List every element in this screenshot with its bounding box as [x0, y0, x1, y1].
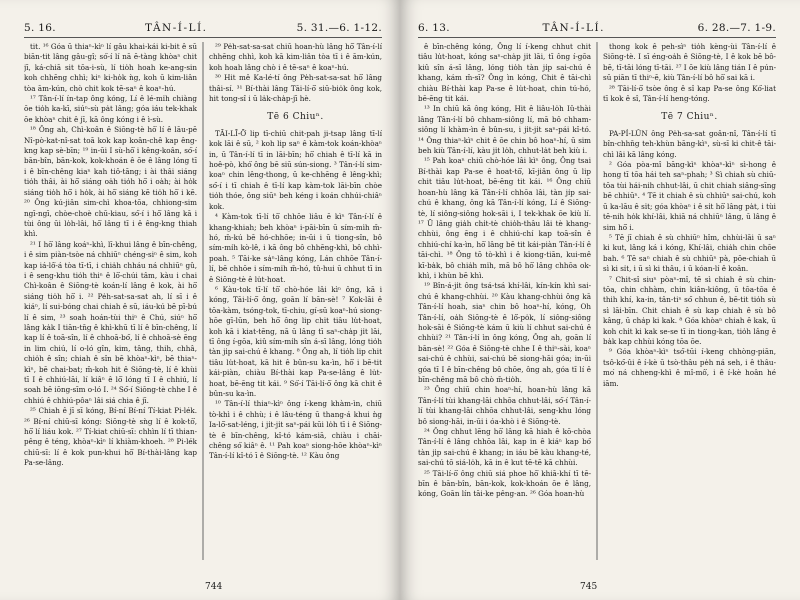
- paragraph: ⁶ Kàu-tok tī-lí tō͘ chò-hóe lâi kìⁿ ông, kā i kóng, Tāi-lí-ō͘ ông, goān lí bān-sè! ⁷ Kok-lāi ê tōa-kàm, tsóng-tok, tī-chiu, gí-sū koaⁿ-hú siong-hōe gī-lūn, beh hō͘ ông lip chi̍t tiâu lu̍t-hoat, koh kā i kiat-tēng, nā ū lâng tī saⁿ-cha̍p ji̍t lāi, tī ông í-gōa, kiû sím-mi̍h sîn á-sī lâng, lóng tio̍h tàn ji̍p sai-chú ê khang. ⁸ Ông ah, lí tio̍h lip chit tiâu lu̍t-hoat, kā hit ê bûn-su ka-ìn, hō͘ i bē-tit kái-piàn, chiàu Bí-thài kap Pa-se-lâng ê lu̍t-hoat, bē-ēng tit kái. ⁹ Só͘-í Tāi-lí-ō͘ ông kā chit ê bûn-su ka-ìn.: [209, 284, 382, 398]
- column-left: [418, 42, 591, 572]
- paragraph: ¹⁸ Ông ah, Chì-koân ê Siōng-tè hō͘ lí ê lāu-pē Nî-pò-kat-nî-sat toā kok kap koân-chê kap êng-kng kap sè-bīn; ¹⁹ in-ūi I sù-hō͘ i kêng-koân, só͘-í bān-bîn, bān-kok, kok-khoán ê ōe ê lâng lóng tī i ê bīn-chêng kiaⁿ kah tiô-tāng; i ài thâi siáng tio̍h thâi, ài hō͘ siáng oa̍h tio̍h hō͘ i oa̍h; ài ho̍k siáng tio̍h hō͘ i ho̍k, ài hō͘ siáng kē tio̍h hō͘ i kē. ²⁰ Ông kú-jiân sim-chì khoa-tōa, chhiong-sim ngī-ngī, chòe-choè chū-kiau, só͘-í i hō͘ lâng kā i tùi ông ūi lo̍h-lâi, hō͘ lâng tī i ê êng-kng thiah khì.: [24, 125, 197, 239]
- text-columns: [418, 42, 776, 572]
- paragraph: ²⁹ Pe̍h-sat-sa-sat chiū hoan-hù lâng hō͘ Tân-í-lí chhēng chhì, koh kā kim-liân tòa tī i ê ām-kún, koh hoah lâng chò i ê tē-saⁿ ê koaⁿ-hú.: [209, 42, 382, 72]
- column-divider: [597, 42, 598, 560]
- text-columns: [24, 42, 382, 572]
- column-divider: [203, 42, 204, 560]
- page-number: 745: [580, 582, 598, 592]
- page-header: [418, 22, 776, 38]
- right-page: [400, 0, 800, 600]
- paragraph: ⁵ Tē jī chiah ê sù chhiūⁿ hîm, chhùi-lāi ū saⁿ ki kut, lâng ká i kóng, Khí-lâi, chia̍h chin chōe bah. ⁶ Tē saⁿ chiah ê sù chhiūⁿ pà, pōe-chiah ū sì ki si̍t, i ū sì ki thâu, i ū kóan-lí ê koân.: [603, 232, 776, 274]
- page-number: 744: [205, 582, 223, 592]
- paragraph: ⁷ Chit-sî siuⁿ pòaⁿ-mî, tē sì chiah ê sù chin-tōa, chin chhàm, chin kiân-kiông, ū tōa-tōa ê thih khí, ka-in, tân-tiⁿ só͘ chhun ê, bē-tit tio̍h sù sì lāi-bīn. Chit chiah ê sù kap chiah ê sù bô kâng, ū cha̍p ki kak. ⁸ Góa khòaⁿ chiah ê kak, ū koh chi̍t ki kak se-se tī in tiong-kan, tio̍h lâng ê ba̍k kap chhùi kóng tōa ōe.: [603, 274, 776, 346]
- paragraph: ¹⁵ Pah koaⁿ chiū chò-hóe lâi kìⁿ ông, Ông tsai Bí-thài kap Pa-se ê hoat-tō͘, kī-jiân ông ū lip chit tiâu lu̍t-hoat, bē-ēng tit kái. ¹⁶ Ông chiū hoan-hù lâng kā Tân-í-lí chhōa lâi, tàn ji̍p sai-chú ê khang, ông kā Tân-í-lí kóng, Lí ê Siōng-tè, lí siông-siông hok-sāi i, I tek-khak ōe kiù lí. ¹⁷ Ū lâng gia̍h chi̍t-tè chio̍h-thâu lâi tè khang-chhùi, ông ēng i ê chhiú-chí kap toā-sîn ê chhiú-chí ka-ìn, hō͘ lâng bē tit kái-piàn Tân-í-lí ê tāi-chì. ¹⁸ Ông tō tò-khì i ê kiong-tiān, kui-mê kī-ba̍k, bô chia̍h mi̍h, mā bô hō͘ lâng chhōa ok-khì, i khùn bē khì.: [418, 156, 591, 280]
- paragraph: ³⁰ Hit mê Ka-lé-tí ông Pe̍h-sat-sa-sat hō͘ lâng thâi-sí. ³¹ Bí-thài lâng Tāi-lí-ō͘ siū-bio̍k ông kok, hit tong-sî i ū la̍k-cha̍p-jī hè.: [209, 73, 382, 104]
- paragraph: ²⁴ Ông chhut lēng hō͘ lâng kā hiah ê kō-chòa Tân-í-lí ê lâng chhōa lâi, kap in ê kiáⁿ kap bó͘ tàn ji̍p sai-chú ê khang; in iáu bē kàu khang-té, sai-chú tō siá-lo̍h, kā in ê kut tē-tē kā chhùi.: [418, 427, 591, 468]
- paragraph: tit. ¹⁶ Góa ū thiaⁿ-kìⁿ lí gâu khai-kái ki-bit ê sū biān-tit lâng gâu-gî; só͘-í lí nā ē-tàng khòaⁿ chit jī, ká-chiā sit tōa-i-sù, lí tio̍h hoah ke-ang-sin koh chhēng chhì; kiⁿ ki-ho̍k ǹg, koh ū kim-liân tòa ām-kún, chò chit kok tē-saⁿ ê koaⁿ-hú.: [24, 42, 197, 93]
- page-header: [24, 22, 382, 38]
- header-ref-right: 6. 28.—7. 1-9.: [697, 22, 776, 34]
- chapter-heading: Tē 6 Chiuⁿ.: [267, 112, 324, 123]
- paragraph: ¹³ In chiū kā ông kóng, Hit ê liâu-lo̍h Iû-thài lâng Tân-í-lí bô chham-siông lí, mā bô chham-siông lí khàm-ìn ê bûn-su, i ji̍t-ji̍t saⁿ-pái kî-tó. ¹⁴ Ông thiaⁿ-kìⁿ chit ê ōe chin bô hoaⁿ-hí, ū sim beh kiù Tân-í-lí, kàu ji̍t lo̍h, chhut-la̍t beh kiù i.: [418, 104, 591, 156]
- paragraph: ²⁵ Tāi-lí-ō͘ ông chiū siá phoe hō͘ khiā-khí tī tē-bīn ê bān-bîn, bān-kok, kok-khoán ōe ê lâng, kóng, Goān lín tāi-ke pêng-an. ²⁶ Góa hoan-hù: [418, 468, 591, 499]
- header-ref-right: 5. 31.—6. 1-12.: [296, 22, 382, 34]
- paragraph: thong kok ê peh-sìⁿ tio̍h kèng-ùi Tân-í-lí ê Siōng-tè. I sī éng-oa̍h ê Siōng-tè, I ê kok bē bô-bē, tī-tāi lóng tī-tāi. ²⁷ I ōe kiù lâng tián I ê pún-sū piān tī thiⁿ-ē, kiù Tân-í-lí bô hō͘ sai kā i.: [603, 42, 776, 83]
- paragraph: ² Góa pòa-mî bāng-kìⁿ khòaⁿ-kìⁿ sì-hong ê hong tī tōa hái teh saⁿ-phah; ³ Sì chiah sù chiū-tōa tùi hái-nih chhut-lâi, ū chit chiah siâng-sīng bē chhiūⁿ. ⁴ Tē it chiah ê sù chhiūⁿ sai-chú, koh ū ka-lāu ê si̍t; góa khòaⁿ i ê si̍t hō͘ lâng pa̍t, i tùi tē-nih ho̍k khí-lâi, khiā ná chhiūⁿ lâng, ū lâng ê sim hō͘ i.: [603, 160, 776, 232]
- paragraph: ¹⁰ Tân-í-lí thiaⁿ-kìⁿ ông í-keng khàm-ìn, chiū tò-khì i ê chhù; i ê lâu-téng ū thang-á khui ǹg Ia-lō͘-sat-léng, i ji̍t-ji̍t saⁿ-pái kūi lo̍h tī i ê Siōng-tè ê bīn-chêng, kî-tó kám-siā, chiàu i chāi-chêng só͘ kiâⁿ ê. ¹¹ Pah koaⁿ siong-hōe khòaⁿ-kìⁿ Tân-í-lí kî-tó ī ê Siōng-tè. ¹² Kàu ông: [209, 399, 382, 461]
- column-right: [209, 42, 382, 572]
- header-ref-left: 6. 13.: [418, 22, 450, 34]
- paragraph: ¹⁹ Bîn-á-ji̍t ông tsá-tsá khí-lâi, kín-kín khì sai-chú ê khang-chhùi. ²⁰ Kàu khang-chhùi ông kā Tân-í-lí hoah, siaⁿ chin bô hoaⁿ-hí, kóng, Oh Tân-í-lí, oa̍h Siōng-tè ê lô͘-po̍k, lí siông-siông hok-sāi ê Siōng-tè kám ū kiù lí chhut sai-chú ê chhùi? ²¹ Tân-í-lí ìn ông kóng, Ông ah, goān lí bān-sè! ²² Góa ê Siōng-tè chhe I ê thiⁿ-sài, koaⁿ sai-chú ê chhùi, sai-chú bē siong-hāi góa; in-ūi góa tī I ê bīn-chêng bô chōe, ông ah, góa tī lí ê bīn-chêng mā bô chò m̄-tio̍h.: [418, 281, 591, 384]
- column-right: [603, 42, 776, 572]
- header-title: TÂN-Í-LÍ.: [145, 22, 208, 34]
- paragraph: ²⁵ Chiah ê jī sī kóng, Bí-ní Bí-ní Tí-kiat Pi-lék. ²⁶ Bí-ní chiū-sī kóng: Siōng-tè sǹg lí ê kok-tō͘, hō͘ lí liáu kok. ²⁷ Tí-kiat chiū-sī: chhìn lí tī thian-pêng ê téng, khòaⁿ-kìⁿ lí khiàm-khoeh. ²⁸ Pi-lék chiū-sī: lí ê kok pun-khui hō͘ Bí-thài-lâng kap Pa-se-lâng.: [24, 406, 197, 468]
- chapter-heading: Tē 7 Chiuⁿ.: [661, 112, 718, 123]
- paragraph: PA-PÍ-LÛN ông Pe̍h-sa-sat goân-nî, Tân-í-lí tī bîn-chhn̄g teh-khùn bāng-kìⁿ, sù-sī ki chit-ê tāi-chì lâi kā lâng kóng.: [603, 128, 776, 159]
- paragraph: ¹⁷ Tân-í-lí ín-tap ông kóng, Lí ê lé-mi̍h chiàng ōe tio̍h ka-kī, siúⁿ-sù pa̍t lâng; góa iáu tek-khak ōe khòaⁿ chit ê jī, kā ông kóng i ê ì-sù.: [24, 94, 197, 124]
- paragraph: ⁴ Kàm-tok tī-lí tō͘ chhōe liâu ē kìⁿ Tân-í-lí ê khang-khiah; beh khòaⁿ i-pāi-bīn ū sím-mi̍h m̄-hó, m̄-kú bē hó-chhōe; in-ūi i ū tiong-sîn, bô sím-mi̍h kò-lê, i kā ông bô chhēng-khì, bô chhì-poah. ⁵ Tāi-ke sa̍ⁿ-lâng kóng, Lán chhōe Tân-í-lí, bē chhōe i sím-mi̍h m̄-hó, tû-hui ū chhut tī in ê Siōng-tè ê lu̍t-hoat.: [209, 212, 382, 284]
- column-left: [24, 42, 197, 572]
- paragraph: ²³ Ông chiū chin hoaⁿ-hí, hoan-hù lâng kā Tân-í-lí tùi khang-lāi chhōa chhut-lâi, só͘-í Tân-í-lí tùi khang-lāi chhōa chhut-lâi, seng-khu lóng bô siong-hāi, in-ūi i óa-khò i ê Siōng-tè.: [418, 385, 591, 426]
- paragraph: ê bīn-chêng kóng, Ông lí í-keng chhut chit tiâu lu̍t-hoat, kóng saⁿ-cha̍p ji̍t lāi, tī ông í-gōa kiû sîn á-sī lâng, lóng tio̍h tàn ji̍p sai-chú ê khang, kám m̄-sī? Ông ìn kóng, Chit ê tāi-chì chiàu Bí-thài kap Pa-se ê lu̍t-hoat, chin tú-hó, bē-ēng tit kái.: [418, 42, 591, 104]
- paragraph: ²¹ I hō͘ lâng koáⁿ-khì, lī-khui lâng ê bīn-chêng, i ê sim piàn-tsòe ná chhiūⁿ chéng-siⁿ ê sim, koh kap iá-lô͘-á tòa tī-tī, i chia̍h chháu ná chhiūⁿ gû, i ê seng-khu tio̍h thiⁿ ê lō͘-chúi tâm, kàu i chai Chì-koân ê Siōng-tè koán-lí lâng ê kok, ài hō͘ siáng tio̍h hō͘ i. ²² Pe̍h-sat-sa-sat ah, lí sī i ê kiáⁿ, lí sui-bóng chai chiah ê sū, iáu-kú bē pī-bú lí ê sim, ²³ soah hoán-tùi thiⁿ ê Chú, siúⁿ hō͘ lâng ka̍k I tiān-tn̄g ê khì-khū tī lí ê bīn-chêng, lí kap lí ê toā-sîn, lí ê chhoā-bó͘, lí ê chhoā-sè ēng in lim chiú, lí o-ló gîn, kim, tâng, thih, chhâ, chio̍h ê sîn; chiah ê sîn bē khòaⁿ-kìⁿ, bē thiaⁿ-kìⁿ, bē chai-bat; m̄-koh hit ê Siōng-tè, lí ê khùi tī I ê chhiú-lāi, lí kiâⁿ ê lō͘ lóng tī I ê chhiú, lí soah bē iōng-sīm o-ló I. ²⁴ Só͘-í Siōng-tè chhe I ê chhiú ê chhiú-pôaⁿ lâi siá chia ê jī.: [24, 239, 197, 405]
- paragraph: ⁹ Góa khòaⁿ-kìⁿ tsó͘-tūi í-keng chhòng-piān, tsô-kó͘-ûi ê í-kè ū tsò-thâu pe̍h ná seh, i ê thâu-mo͘ ná chheng-khì ê mî-mô͘, i ê í-kè hoân hé iām.: [603, 347, 776, 388]
- paragraph: ²⁸ Tāi-lí-ō͘ tsòe ông ê sî kap Pa-se ông Kó͘-liat tī kok ê sî, Tân-í-lí heng-tóng.: [603, 83, 776, 104]
- paragraph: TĀI-LĪ-Ō͘ lip tī-chiū chit-pah ji-tsap lâng tī-lí kok lāi ê sū, ² koh lip saⁿ ê kàm-tok koán-khòaⁿ in, ū Tân-í-lí tī in lāi-bīn; hō͘ chiah ê tī-lí kā in hoê-pò, khó͘ ông bē siū sún-siong. ³ Tân-í-lí sim-koaⁿ chin lêng-thong, ū ke-chhēng ê lêng-khì; só͘-í i tī chiah ê tī-lí kap kàm-tok lāi-bīn chòe tio̍h thóe, ông siūⁿ beh kéng i koán chhúi-chiâⁿ kok.: [209, 128, 382, 211]
- header-title: TÂN-Í-LÍ.: [542, 22, 605, 34]
- header-ref-left: 5. 16.: [24, 22, 56, 34]
